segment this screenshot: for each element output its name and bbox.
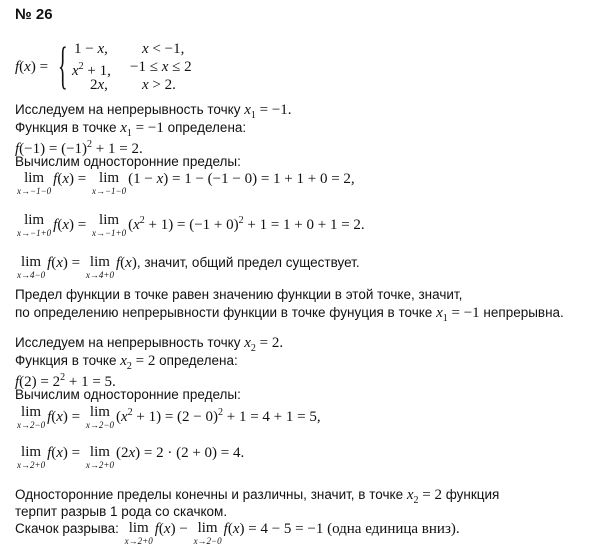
math-variable: f bbox=[154, 521, 159, 537]
solution-line bbox=[15, 170, 355, 196]
lim-subscript: x→−1−0 bbox=[91, 186, 127, 196]
text: функция bbox=[445, 487, 500, 502]
math: + 1 = 4 + 1 = 5, bbox=[223, 409, 321, 425]
math: ( bbox=[128, 217, 134, 233]
math-variable: x bbox=[232, 521, 240, 537]
math-variable: x bbox=[244, 102, 251, 118]
lim-subscript: x→2+0 bbox=[124, 536, 153, 546]
math-variable: x bbox=[406, 487, 414, 503]
math: ) = bbox=[62, 255, 84, 271]
math: ) bbox=[131, 255, 137, 271]
lim-word: lim bbox=[89, 404, 110, 420]
math-variable: x bbox=[142, 77, 149, 93]
math: 2 bbox=[90, 77, 98, 93]
limit-operator bbox=[194, 520, 222, 546]
lim-word: lim bbox=[197, 520, 218, 536]
solution-line bbox=[15, 503, 227, 520]
math: = −1 bbox=[447, 305, 484, 321]
limit-operator bbox=[86, 404, 114, 430]
text: по определению непрерывности функции в точке фунуция в точке bbox=[15, 305, 437, 320]
math-variable: x bbox=[97, 41, 105, 57]
piece-condition bbox=[130, 58, 192, 76]
math: > 2. bbox=[148, 77, 176, 93]
text: Односторонние пределы конечны и различны, значит, в точке bbox=[15, 487, 407, 502]
math: = 2. bbox=[255, 335, 284, 351]
math: ) = 2 · (2 + 0) = 4. bbox=[135, 445, 245, 461]
math: (−1) = (−1) bbox=[19, 141, 88, 157]
lim-subscript: x→4+0 bbox=[85, 270, 114, 280]
math-variable: x bbox=[56, 255, 63, 271]
superscript: 2 bbox=[139, 215, 145, 226]
math-variable: x bbox=[56, 445, 63, 461]
math-variable: f bbox=[47, 445, 52, 461]
lim-subscript: x→2−0 bbox=[193, 536, 222, 546]
math-variable: x bbox=[161, 59, 169, 75]
math: , bbox=[104, 77, 108, 93]
math: ( bbox=[227, 521, 233, 537]
math: ( bbox=[57, 217, 63, 233]
math-variable: x bbox=[142, 41, 149, 57]
left-brace-icon: { bbox=[58, 38, 68, 96]
math-variable: x bbox=[128, 445, 136, 461]
solution-line bbox=[15, 286, 462, 303]
math: ( bbox=[51, 409, 57, 425]
math-variable: x bbox=[62, 171, 69, 187]
math-variable: x bbox=[133, 217, 140, 233]
piece-condition bbox=[142, 40, 184, 58]
math: ) = bbox=[69, 171, 90, 187]
math: −1 ≤ bbox=[130, 59, 162, 75]
math: ) = bbox=[62, 409, 84, 425]
subscript: 2 bbox=[126, 361, 132, 372]
math: (1 − bbox=[128, 171, 157, 187]
superscript: 2 bbox=[238, 215, 244, 226]
lim-word: lim bbox=[21, 404, 42, 420]
limit-operator bbox=[17, 212, 51, 238]
math: = −1. bbox=[255, 102, 292, 118]
math: + 1, bbox=[83, 63, 111, 79]
solution-line bbox=[15, 386, 241, 403]
text: определена: bbox=[159, 353, 238, 368]
superscript: 2 bbox=[87, 139, 93, 150]
text: непрерывна. bbox=[483, 305, 564, 320]
problem-number: № 26 bbox=[15, 6, 53, 23]
solution-line bbox=[15, 212, 365, 238]
math-variable: x bbox=[24, 59, 31, 75]
subscript: 1 bbox=[250, 110, 256, 121]
math-variable: x bbox=[97, 77, 105, 93]
solution-line bbox=[15, 304, 564, 327]
math: = 2 bbox=[418, 487, 446, 503]
lim-subscript: x→−1+0 bbox=[91, 228, 127, 238]
lim-subscript: x→4−0 bbox=[17, 270, 46, 280]
solution-line bbox=[15, 153, 241, 170]
math-variable: f bbox=[15, 59, 20, 75]
limit-operator bbox=[92, 170, 126, 196]
math: = −1 bbox=[131, 120, 168, 136]
math: ( bbox=[19, 59, 25, 75]
lim-subscript: x→2+0 bbox=[85, 460, 114, 470]
lim-word: lim bbox=[89, 444, 110, 460]
math-variable: f bbox=[223, 521, 228, 537]
piece-condition bbox=[142, 76, 176, 94]
limit-operator bbox=[17, 444, 45, 470]
math-variable: x bbox=[244, 335, 251, 351]
math: ( bbox=[51, 445, 57, 461]
math: < −1, bbox=[148, 41, 185, 57]
math-variable: x bbox=[120, 353, 127, 369]
math: (2 bbox=[115, 445, 129, 461]
math-variable: f bbox=[53, 171, 58, 187]
math: ) = bbox=[30, 59, 49, 75]
math-variable: x bbox=[163, 521, 171, 537]
math: ) = bbox=[69, 217, 90, 233]
math-variable: x bbox=[56, 409, 63, 425]
math: + 1 = 2. bbox=[92, 141, 143, 157]
subscript: 1 bbox=[442, 313, 448, 324]
math: 1 − bbox=[74, 41, 98, 57]
math: + 1 = 1 + 0 + 1 = 2. bbox=[243, 217, 365, 233]
math: ( bbox=[51, 255, 57, 271]
lim-subscript: x→2+0 bbox=[17, 460, 46, 470]
math-variable: x bbox=[120, 409, 128, 425]
lim-word: lim bbox=[89, 254, 110, 270]
limit-operator bbox=[86, 254, 114, 280]
lim-subscript: x→−1−0 bbox=[17, 186, 52, 196]
lim-word: lim bbox=[128, 520, 149, 536]
superscript: 2 bbox=[78, 61, 84, 72]
superscript: 2 bbox=[60, 372, 66, 383]
math-variable: f bbox=[47, 409, 52, 425]
limit-operator bbox=[17, 404, 45, 430]
limit-operator bbox=[92, 212, 126, 238]
math-variable: x bbox=[436, 305, 443, 321]
text: , значит, общий предел существует. bbox=[136, 255, 360, 270]
subscript: 2 bbox=[250, 343, 256, 354]
lim-word: lim bbox=[99, 170, 120, 186]
lim-word: lim bbox=[21, 254, 42, 270]
piece-expression bbox=[90, 76, 108, 94]
subscript: 2 bbox=[413, 495, 419, 506]
math: ( bbox=[158, 521, 164, 537]
text: Скачок разрыва: bbox=[15, 521, 123, 536]
math: ( bbox=[120, 255, 126, 271]
subscript: 1 bbox=[126, 128, 132, 139]
math-variable: x bbox=[156, 171, 164, 187]
superscript: 2 bbox=[127, 407, 133, 418]
superscript: 2 bbox=[218, 407, 224, 418]
lim-subscript: x→2−0 bbox=[17, 420, 46, 430]
math-variable: f bbox=[115, 255, 121, 271]
text: Функция в точке bbox=[15, 120, 121, 135]
math: + 1 = 5. bbox=[65, 374, 116, 390]
math-variable: x bbox=[125, 255, 132, 271]
text: терпит разрыв 1 рода со скачком. bbox=[15, 504, 228, 519]
math-variable: x bbox=[62, 217, 69, 233]
math: ) − bbox=[170, 521, 192, 537]
math: ( bbox=[115, 409, 121, 425]
text: Исследуем на непрерывность точку bbox=[15, 102, 245, 117]
text: Вычислим односторонние пределы: bbox=[15, 387, 241, 402]
math: , bbox=[104, 41, 108, 57]
lim-word: lim bbox=[99, 212, 120, 228]
lim-subscript: x→−1+0 bbox=[17, 228, 52, 238]
lim-word: lim bbox=[24, 212, 45, 228]
math-variable: x bbox=[72, 63, 79, 79]
math: + 1) = (−1 + 0) bbox=[144, 217, 239, 233]
text: Предел функции в точке равен значению функции в этой точке, значит, bbox=[15, 287, 463, 302]
math-variable: f bbox=[53, 217, 58, 233]
math: ≤ 2 bbox=[168, 59, 192, 75]
solution-line bbox=[15, 404, 321, 430]
limit-operator bbox=[17, 170, 51, 196]
limit-operator bbox=[86, 444, 114, 470]
lim-subscript: x→2−0 bbox=[85, 420, 114, 430]
math: ( bbox=[57, 171, 63, 187]
math: (2) = 2 bbox=[19, 374, 61, 390]
text: Вычислим односторонние пределы: bbox=[15, 154, 241, 169]
limit-operator bbox=[17, 254, 45, 280]
solution-line bbox=[15, 254, 360, 280]
limit-operator bbox=[125, 520, 153, 546]
math-variable: f bbox=[15, 374, 20, 390]
solution-line bbox=[15, 444, 244, 470]
math: ) = 1 − (−1 − 0) = 1 + 1 + 0 = 2, bbox=[163, 171, 355, 187]
math: + 1) = (2 − 0) bbox=[132, 409, 219, 425]
lim-word: lim bbox=[24, 170, 45, 186]
math: ) = bbox=[62, 445, 84, 461]
math-variable: f bbox=[47, 255, 52, 271]
solution-line bbox=[15, 520, 460, 546]
math-variable: f bbox=[15, 141, 20, 157]
piece-expression bbox=[74, 40, 108, 58]
text: Исследуем на непрерывность точку bbox=[15, 335, 245, 350]
lim-word: lim bbox=[21, 444, 42, 460]
math-variable: x bbox=[120, 120, 127, 136]
text: Функция в точке bbox=[15, 353, 121, 368]
function-lhs bbox=[15, 58, 48, 76]
text: определена: bbox=[167, 120, 247, 135]
math: ) = 4 − 5 = −1 (одна единица вниз). bbox=[239, 521, 460, 537]
math: = 2 bbox=[131, 353, 160, 369]
